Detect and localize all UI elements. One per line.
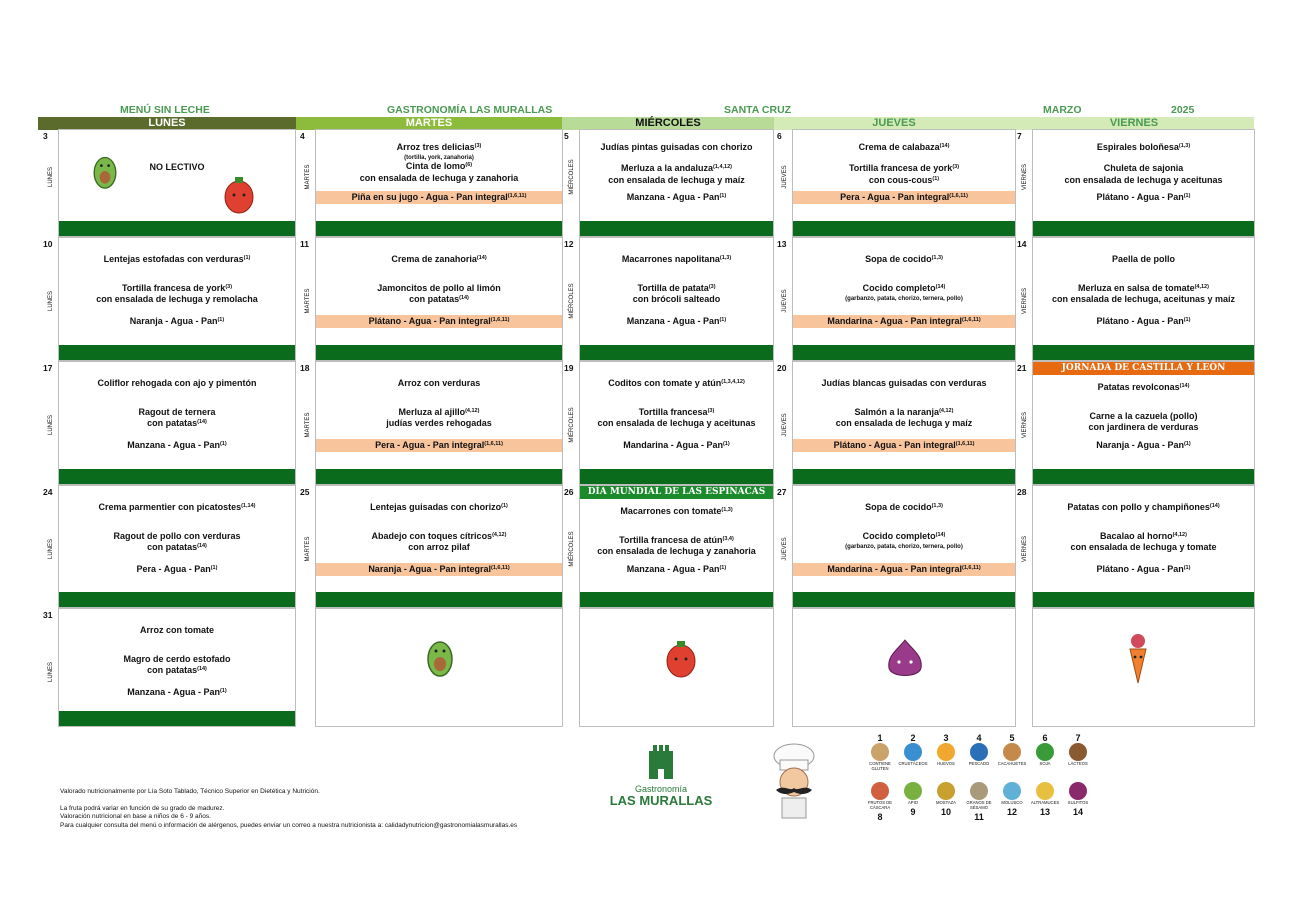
footer-contact: Para cualquier consulta del menú o información de alérgenos, puedes enviar un correo a nuestra nutricionista a: calidadynutricion@gastronomialasmurallas.es [60,822,518,829]
menu-dish: judías verdes rehogadas [386,418,492,428]
menu-dish: Tortilla de patata$^{(3)}$ [637,283,716,293]
menu-dish: Crema parmentier con picatostes$^{(1,14)}$ [98,502,256,512]
day-header-jueves: JUEVES [774,117,1014,130]
allergen-item [1030,782,1060,817]
dessert-line: Pera - Agua - Pan integral$^{(1,6,11)}$ [840,192,968,202]
menu-dish: Coditos con tomate y atún$^{(1,3,4,12)}$ [608,378,745,388]
green-bar [59,345,295,360]
allergen-icon [937,782,955,800]
allergen-item [997,782,1027,817]
day-cell [43,237,296,361]
menu-dish: Jamoncitos de pollo al limón [377,283,501,293]
menu-dish: Abadejo con toques cítricos$^{(4,12)}$ [371,531,507,541]
green-bar [59,592,295,607]
day-cell [777,485,1016,608]
allergen-label: APIO [907,800,918,805]
day-number: 7 [1017,131,1022,141]
day-header-lunes: LUNES [38,117,296,130]
menu-dish: con patatas$^{(14)}$ [147,418,207,428]
empty-cell [315,608,563,727]
empty-cell [792,608,1016,727]
day-number: 20 [777,363,787,373]
weekday-label: VIERNES [1022,411,1028,439]
day-cell [1017,129,1255,237]
logo-line2: LAS MURALLAS [609,793,713,808]
green-bar [316,469,562,484]
day-number: 27 [777,487,787,497]
allergen-item [931,782,961,817]
day-cell [564,237,774,361]
allergen-number: 13 [1039,807,1050,817]
day-cell [300,237,563,361]
allergen-number: 11 [974,812,984,822]
day-cell [1017,485,1255,608]
weekday-label: LUNES [48,415,54,436]
footer-nutritionist: Valorado nutricionalmente por Lía Soto Tablado, Técnico Superior en Dietética y Nutrición. [60,788,320,795]
menu-dish: NO LECTIVO [149,162,205,172]
day-cell [43,129,296,237]
weekday-label: MARTES [305,288,311,314]
allergen-number: 12 [1006,807,1017,817]
chef-icon [762,742,826,820]
menu-dish: Cocido completo$^{(14)}$ [862,531,946,541]
menu-dish: con patatas$^{(14)}$ [409,294,469,304]
day-cell [1017,361,1255,485]
green-bar [59,469,295,484]
dessert-line: Plátano - Agua - Pan integral$^{(1,6,11)}$ [368,316,510,326]
day-cell [43,361,296,485]
green-bar [580,221,773,236]
allergen-icon [1003,743,1021,761]
menu-dish: Lentejas guisadas con chorizo$^{(1)}$ [370,502,508,512]
allergen-label: HUEVOS [937,761,955,766]
weekday-label: JUEVES [782,413,788,437]
allergen-item [865,733,895,771]
menu-dish: Lentejas estofadas con verduras$^{(1)}$ [103,254,251,264]
menu-dish: (garbanzo, patata, chorizo, ternera, pollo) [845,296,963,302]
onion-icon [883,636,927,684]
allergen-item [1063,782,1093,817]
weekday-label: MIÉRCOLES [569,159,575,195]
green-bar [580,345,773,360]
green-bar [1033,592,1254,607]
day-cell [300,129,563,237]
menu-dish: con ensalada de lechuga y remolacha [96,294,258,304]
menu-dish: Paella de pollo [1111,254,1176,264]
allergen-item [898,782,928,817]
menu-dish: con ensalada de lechuga y zanahoria [359,173,519,183]
tomato-icon [221,174,257,218]
allergen-label: MOLUSCO [1001,800,1023,805]
avocado-icon [420,634,460,680]
company-logo [606,745,716,808]
dessert-line: Mandarina - Agua - Pan integral$^{(1,6,11)}$ [827,316,981,326]
day-number: 31 [43,610,53,620]
allergen-item [997,733,1027,766]
menu-dish: con ensalada de lechuga, aceitunas y maíz [1051,294,1236,304]
allergen-number: 3 [943,733,949,743]
weekday-label: LUNES [48,662,54,683]
footer-fruit-note: La fruta podrá variar en función de su grado de madurez. [60,805,225,812]
menu-dish: Magro de cerdo estofado [123,654,231,664]
green-bar [1033,221,1254,236]
dessert-line: Plátano - Agua - Pan$^{(1)}$ [1096,192,1191,202]
allergen-number: 2 [910,733,916,743]
weekday-label: MARTES [305,536,311,562]
allergen-label: FRUTOS DE CÁSCARA [867,800,893,810]
weekday-label: VIERNES [1022,535,1028,563]
day-cell [564,361,774,485]
green-bar [580,469,773,484]
menu-dish: Arroz tres delicias$^{(3)}$ [396,142,482,152]
menu-dish: (tortilla, york, zanahoria) [404,155,474,161]
green-bar [316,345,562,360]
dessert-line: Naranja - Agua - Pan$^{(1)}$ [1096,440,1191,450]
weekday-label: LUNES [48,167,54,188]
allergen-icon [1003,782,1021,800]
weekday-label: MIÉRCOLES [569,531,575,567]
avocado-icon [87,150,123,192]
allergen-icon [904,743,922,761]
menu-dish: Crema de calabaza$^{(14)}$ [858,142,950,152]
day-number: 13 [777,239,787,249]
allergen-label: ALTRAMUCES [1030,800,1060,805]
allergen-icon [970,782,988,800]
menu-dish: con ensalada de lechuga y zanahoria [597,546,756,556]
year: 2025 [1171,104,1195,116]
menu-dish: con patatas$^{(14)}$ [147,542,207,552]
green-bar [793,592,1015,607]
day-cell [43,608,296,727]
menu-dish: Judías blancas guisadas con verduras [821,378,987,388]
dessert-line: Manzana - Agua - Pan$^{(1)}$ [626,316,727,326]
day-cell [300,485,563,608]
allergen-label: CONTIENE GLUTEN [869,761,891,771]
dessert-line: Naranja - Agua - Pan$^{(1)}$ [129,316,225,326]
day-number: 12 [564,239,574,249]
allergen-label: SULFITOS [1067,800,1089,805]
allergen-number: 9 [910,807,916,817]
day-number: 4 [300,131,305,141]
special-day-banner: DÍA MUNDIAL DE LAS ESPINACAS [580,486,773,499]
allergen-label: SOJA [1039,761,1051,766]
dessert-line: Manzana - Agua - Pan$^{(1)}$ [127,687,227,697]
allergen-number: 8 [877,812,883,822]
footer-age-note: Valoración nutricional en base a niños de 6 - 9 años. [60,813,211,820]
menu-dish: con ensalada de lechuga y maíz [835,418,973,428]
green-bar [59,711,295,726]
dessert-line: Manzana - Agua - Pan$^{(1)}$ [127,440,227,450]
menu-dish: Chuleta de sajonia [1103,163,1184,173]
dessert-line: Plátano - Agua - Pan$^{(1)}$ [1096,564,1191,574]
menu-dish: Sopa de cocido$^{(1,3)}$ [865,254,943,264]
menu-dish: Patatas revolconas$^{(14)}$ [1097,382,1190,392]
school-name: SANTA CRUZ [724,104,792,116]
menu-dish: con ensalada de lechuga y aceitunas [597,418,756,428]
menu-dish: Tortilla francesa de york$^{(3)}$ [848,163,960,173]
allergen-icon [1036,743,1054,761]
allergen-icon [970,743,988,761]
allergen-label: CACAHUETES [997,761,1027,766]
menu-dish: Cocido completo$^{(14)}$ [862,283,946,293]
menu-dish: Patatas con pollo y champiñones$^{(14)}$ [1067,502,1220,512]
allergen-icon [1069,782,1087,800]
menu-dish: Arroz con tomate [139,625,214,635]
menu-dish: con patatas$^{(14)}$ [147,665,207,675]
menu-dish: Tortilla francesa de atún$^{(3,4)}$ [619,535,734,545]
allergen-icon [1069,743,1087,761]
menu-dish: Carne a la cazuela (pollo) [1089,411,1198,421]
menu-title: MENÚ SIN LECHE [120,104,210,116]
green-bar [1033,469,1254,484]
menu-dish: con ensalada de lechuga y tomate [1070,542,1217,552]
day-number: 14 [1017,239,1027,249]
dessert-line: Piña en su jugo - Agua - Pan integral$^{(1,6,11)}$ [351,192,527,202]
weekday-label: JUEVES [782,537,788,561]
day-number: 17 [43,363,53,373]
carrot-icon [1120,633,1156,685]
allergen-item [1063,733,1093,766]
allergen-label: GRANOS DE SÉSAMO [966,800,992,810]
menu-dish: Bacalao al horno$^{(4,12)}$ [1100,531,1187,541]
day-number: 11 [300,239,309,249]
menu-dish: Espirales boloñesa$^{(1,3)}$ [1096,142,1191,152]
dessert-line: Plátano - Agua - Pan integral$^{(1,6,11)}$ [833,440,975,450]
allergen-item [898,733,928,766]
dessert-line: Manzana - Agua - Pan$^{(1)}$ [626,564,727,574]
allergen-item [931,733,961,766]
castle-icon [647,745,675,779]
green-bar [580,592,773,607]
allergen-icon [871,782,889,800]
day-header-martes: MARTES [296,117,562,130]
day-number: 25 [300,487,310,497]
green-bar [1033,345,1254,360]
day-number: 24 [43,487,53,497]
weekday-label: MARTES [305,164,311,190]
day-cell [564,485,774,608]
allergen-item [1030,733,1060,766]
allergen-label: PESCADO [968,761,990,766]
green-bar [316,221,562,236]
menu-dish: Sopa de cocido$^{(1,3)}$ [865,502,943,512]
dessert-line: Mandarina - Agua - Pan integral$^{(1,6,11)}$ [827,564,981,574]
menu-dish: con arroz pilaf [408,542,470,552]
menu-dish: Arroz con verduras [397,378,481,388]
green-bar [793,469,1015,484]
empty-cell [579,608,774,727]
green-bar [59,221,295,236]
menu-dish: Ragout de pollo con verduras [113,531,241,541]
menu-dish: con ensalada de lechuga y aceitunas [1064,175,1223,185]
allergen-item [964,733,994,766]
weekday-label: VIERNES [1022,163,1028,191]
empty-cell [1032,608,1255,727]
month: MARZO [1043,104,1082,116]
allergen-label: CRUSTÁCEOS [898,761,928,766]
green-bar [793,345,1015,360]
menu-dish: (garbanzo, patata, chorizo, ternera, pollo) [845,544,963,550]
weekday-label: JUEVES [782,165,788,189]
allergen-number: 4 [976,733,982,743]
day-header-miercoles: MIÉRCOLES [562,117,774,130]
day-cell [777,361,1016,485]
allergen-number: 5 [1009,733,1015,743]
day-cell [564,129,774,237]
day-number: 3 [43,131,48,141]
weekday-label: JUEVES [782,289,788,313]
allergen-item [865,782,895,822]
day-number: 10 [43,239,53,249]
allergen-icon [904,782,922,800]
menu-dish: Salmón a la naranja$^{(4,12)}$ [854,407,954,417]
menu-dish: Cinta de lomo$^{(6)}$ [405,161,473,171]
weekday-label: LUNES [48,539,54,560]
allergen-label: LÁCTEOS [1068,761,1088,766]
dessert-line: Mandarina - Agua - Pan$^{(1)}$ [623,440,730,450]
dessert-line: Pera - Agua - Pan$^{(1)}$ [136,564,218,574]
weekday-label: VIERNES [1022,287,1028,315]
allergen-item [964,782,994,822]
special-day-banner: JORNADA DE CASTILLA Y LEÓN [1033,362,1254,375]
allergen-icon [1036,782,1054,800]
green-bar [793,221,1015,236]
weekday-label: MIÉRCOLES [569,283,575,319]
allergen-number: 14 [1072,807,1083,817]
dessert-line: Plátano - Agua - Pan$^{(1)}$ [1096,316,1191,326]
menu-dish: Tortilla francesa de york$^{(3)}$ [121,283,233,293]
menu-dish: Merluza en salsa de tomate$^{(4,12)}$ [1078,283,1209,293]
menu-dish: Judías pintas guisadas con chorizo [600,142,753,152]
weekday-label: LUNES [48,291,54,312]
day-cell [1017,237,1255,361]
day-number: 5 [564,131,569,141]
weekday-label: MARTES [305,412,311,438]
menu-dish: con cous-cous$^{(1)}$ [868,175,940,185]
day-number: 26 [564,487,574,497]
menu-dish: Coliflor rehogada con ajo y pimentón [97,378,257,388]
day-number: 21 [1017,363,1027,373]
allergen-label: MOSTAZA [936,800,956,805]
dessert-line: Naranja - Agua - Pan integral$^{(1,6,11)}$ [368,564,510,574]
allergen-number: 10 [940,807,951,817]
day-cell [777,237,1016,361]
day-number: 28 [1017,487,1027,497]
company-name: GASTRONOMÍA LAS MURALLAS [387,104,553,116]
allergen-number: 6 [1042,733,1048,743]
green-bar [316,592,562,607]
menu-dish: con brócoli salteado [632,294,721,304]
menu-dish: con jardinera de verduras [1088,422,1199,432]
weekday-label: MIÉRCOLES [569,407,575,443]
logo-line1: Gastronomía [634,784,688,794]
menu-dish: Ragout de ternera [138,407,216,417]
day-number: 19 [564,363,574,373]
day-number: 18 [300,363,310,373]
menu-dish: Merluza al ajillo$^{(4,12)}$ [398,407,480,417]
tomato-icon [663,639,699,681]
allergen-number: 7 [1075,733,1081,743]
menu-dish: Macarrones con tomate$^{(1,3)}$ [620,506,733,516]
day-number: 6 [777,131,782,141]
day-cell [43,485,296,608]
menu-dish: Merluza a la andaluza$^{(1,4,12)}$ [621,163,732,173]
day-cell [777,129,1016,237]
allergen-icon [871,743,889,761]
dessert-line: Pera - Agua - Pan integral$^{(1,6,11)}$ [375,440,503,450]
day-header-viernes: VIERNES [1014,117,1254,130]
allergen-icon [937,743,955,761]
menu-dish: con ensalada de lechuga y maíz [608,175,745,185]
day-cell [300,361,563,485]
menu-dish: Crema de zanahoria$^{(14)}$ [391,254,487,264]
menu-dish: Macarrones napolitana$^{(1,3)}$ [621,254,732,264]
menu-dish: Tortilla francesa$^{(3)}$ [638,407,715,417]
allergen-number: 1 [877,733,883,743]
dessert-line: Manzana - Agua - Pan$^{(1)}$ [626,192,727,202]
